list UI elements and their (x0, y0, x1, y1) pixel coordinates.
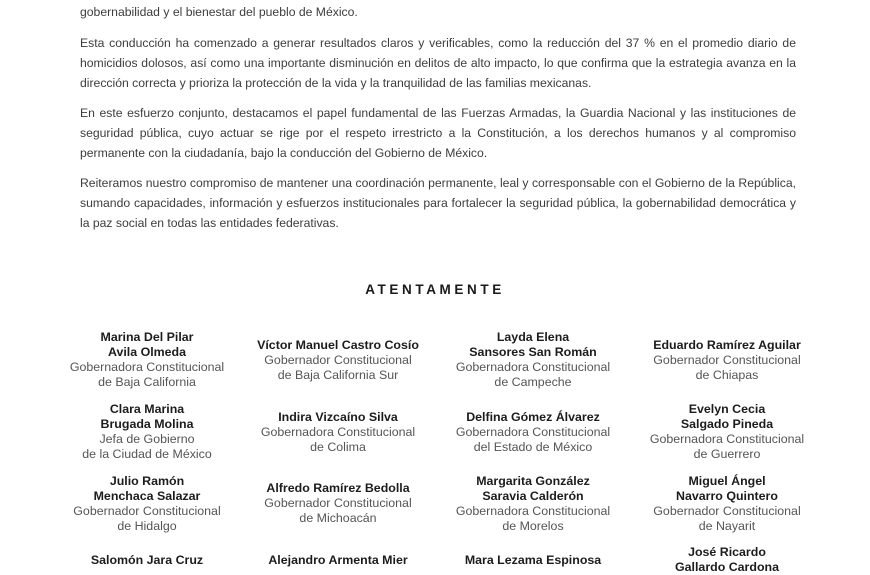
signatory-name: Sansores San Román (469, 345, 597, 359)
closing-heading: ATENTAMENTE (365, 282, 505, 297)
letter-body (80, 2, 796, 243)
signatory-name: Julio Ramón (109, 474, 185, 488)
signatory-name: Saravia Calderón (482, 489, 584, 503)
signatory-name: Mara Lezama Espinosa (464, 553, 602, 567)
signature-block (627, 474, 827, 534)
signatory-role: Gobernador Constitucional (653, 504, 801, 518)
signature-block (238, 553, 438, 568)
signatory-role: Gobernadora Constitucional (455, 425, 611, 439)
signatory-name: Marina Del Pilar (100, 330, 194, 344)
signature-block (627, 402, 827, 462)
signatory-state: de Nayarit (698, 519, 756, 533)
signatory-state: de Colima (310, 440, 366, 454)
signatory-name: Alfredo Ramírez Bedolla (266, 481, 410, 495)
signatory-state: de Morelos (502, 519, 564, 533)
signatory-role: Gobernador Constitucional (653, 353, 801, 367)
signatory-role: Jefa de Gobierno (99, 432, 195, 446)
signatory-state: de Baja California (98, 375, 196, 389)
signatory-state: de Campeche (494, 375, 572, 389)
signature-block (433, 474, 633, 534)
signatory-name: Brugada Molina (100, 417, 194, 431)
signature-block (47, 402, 247, 462)
signature-block (47, 553, 247, 568)
signature-block (238, 410, 438, 455)
paragraph-4: Reiteramos nuestro compromiso de mantener una coordinación permanente, leal y corresponsable con el Gobierno de la República, sumando capacidades, información y esfuerzos institucionales para fortalecer la seguridad pública, la gobernabilidad democrática y la paz social en todas las entidades federativas. (80, 176, 796, 230)
signature-block (47, 330, 247, 390)
signatory-name: Delfina Gómez Álvarez (466, 410, 600, 424)
signature-block (47, 474, 247, 534)
signatory-name: Layda Elena (496, 330, 570, 344)
signatory-name: Víctor Manuel Castro Cosío (257, 338, 419, 352)
signatory-name: Eduardo Ramírez Aguilar (653, 338, 801, 352)
signatory-state: de Michoacán (299, 511, 377, 525)
signatory-name: Margarita González (476, 474, 590, 488)
paragraph-3: En este esfuerzo conjunto, destacamos el papel fundamental de las Fuerzas Armadas, la Guardia Nacional y las instituciones de seguridad pública, cuyo actuar se rige por el respeto irrestricto a la Constitución, a los derechos humanos y al compromiso permanente con la ciudadanía, bajo la conducción del Gobierno de México. (80, 106, 796, 160)
signatory-name: José Ricardo (688, 545, 766, 559)
signatory-name: Evelyn Cecia (688, 402, 766, 416)
signatory-name: Miguel Ángel (688, 474, 766, 488)
paragraph-2: Esta conducción ha comenzado a generar resultados claros y verificables, como la reducción del 37 % en el promedio diario de homicidios dolosos, así como una importante disminución en delitos de alto impacto, lo que confirma que la estrategia avanza en la dirección correcta y prioriza la protección de la vida y la tranquilidad de las familias mexicanas. (80, 36, 796, 90)
signatory-name: Alejandro Armenta Mier (268, 553, 408, 567)
signatory-state: de Baja California Sur (277, 368, 399, 382)
signatory-name: Menchaca Salazar (93, 489, 201, 503)
signatory-name: Gallardo Cardona (675, 560, 779, 574)
signatory-role: Gobernadora Constitucional (69, 360, 225, 374)
signatory-state: de Hidalgo (117, 519, 177, 533)
signatory-name: Navarro Quintero (676, 489, 778, 503)
signatory-role: Gobernador Constitucional (264, 353, 412, 367)
signatory-name: Salgado Pineda (680, 417, 774, 431)
signatory-role: Gobernadora Constitucional (455, 360, 611, 374)
signatory-name: Salomón Jara Cruz (90, 553, 204, 567)
signatory-role: Gobernador Constitucional (73, 504, 221, 518)
signatory-state: de Chiapas (695, 368, 759, 382)
signature-block (433, 410, 633, 455)
signatory-name: Avila Olmeda (107, 345, 187, 359)
signature-block (238, 338, 438, 383)
signatory-state: de Guerrero (693, 447, 761, 461)
signature-block (433, 330, 633, 390)
signature-block (627, 545, 827, 575)
signatory-role: Gobernador Constitucional (264, 496, 412, 510)
signatory-state: del Estado de México (473, 440, 593, 454)
signatory-role: Gobernadora Constitucional (455, 504, 611, 518)
paragraph-1: gobernabilidad y el bienestar del pueblo de México. (80, 5, 358, 19)
signatory-name: Indira Vizcaíno Silva (278, 410, 398, 424)
signature-block (627, 338, 827, 383)
signatory-name: Clara Marina (109, 402, 185, 416)
signatory-role: Gobernadora Constitucional (649, 432, 805, 446)
signatory-state: de la Ciudad de México (82, 447, 212, 461)
signatory-role: Gobernadora Constitucional (260, 425, 416, 439)
signature-block (238, 481, 438, 526)
signature-block (433, 553, 633, 568)
